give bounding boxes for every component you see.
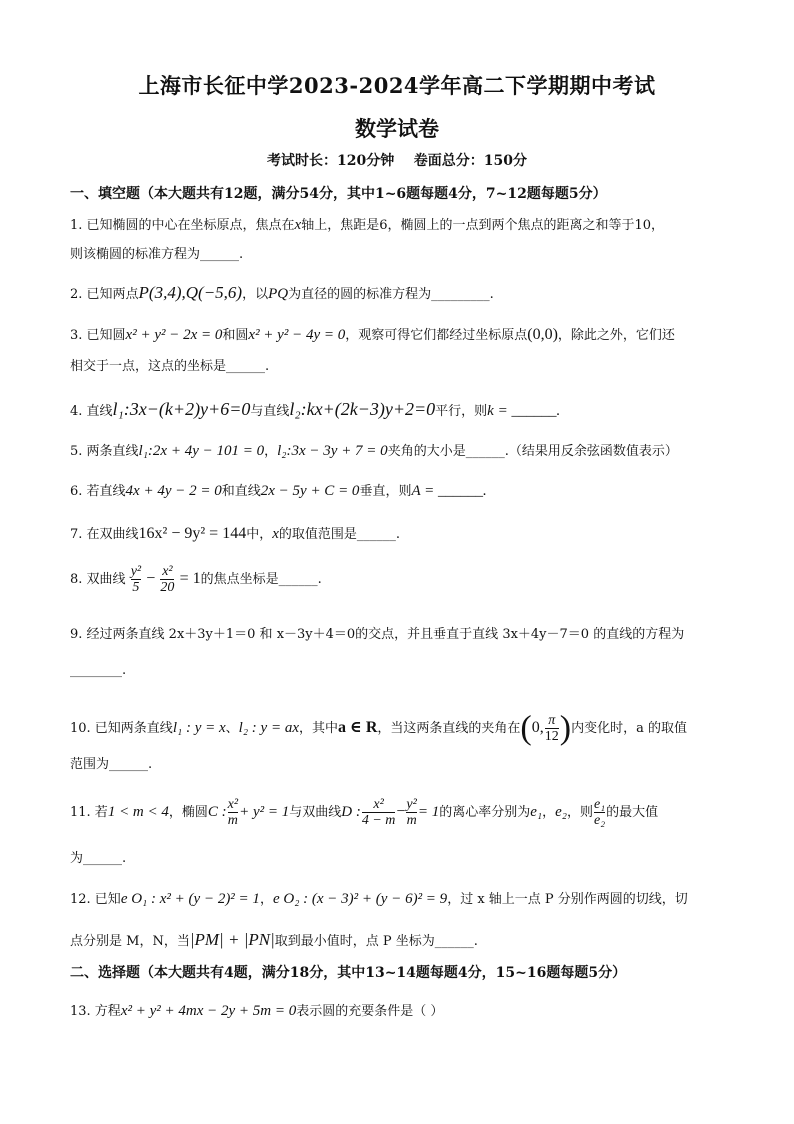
question-5: 5. 两条直线l₁:2x + 4y − 101 = 0，l₂:3x − 3y + 7 = 0夹角的大小是______.（结果用反余弦函数值表示） xyxy=(70,443,678,459)
question-9-line-2: ________. xyxy=(70,663,127,678)
question-13: 13. 方程x² + y² + 4mx − 2y + 5m = 0表示圆的充要条件是（ ） xyxy=(70,1003,444,1019)
q10-pi-fraction: $\frac{\pi}{12}$ xyxy=(544,713,559,744)
exam-info: 考试时长：120分钟 卷面总分：150分 xyxy=(267,153,527,169)
q11-d-fraction-2: $\frac{\text{y²}}{m}$ xyxy=(406,797,417,828)
question-10-line-2: 范围为______. xyxy=(70,757,153,772)
question-8: 8. 双曲线 $\frac{\text{y²}}{5}$ − $\frac{\text{x²}}{20}$ = 1的焦点坐标是______. xyxy=(70,564,322,595)
q8-fraction-2: $\frac{\text{x²}}{20}$ xyxy=(160,564,175,595)
question-7: 7. 在双曲线16x² − 9y² = 144中，x的取值范围是______. xyxy=(70,525,401,542)
exam-title: 上海市长征中学2023-2024学年高二下学期期中考试 xyxy=(138,73,656,98)
q8-fraction-1: $\frac{\text{y²}}{5}$ xyxy=(130,564,142,595)
question-1-line-2: 则该椭圆的标准方程为______. xyxy=(70,247,244,262)
question-12-line-1: 12. 已知e O₁ : x² + (y − 2)² = 1，e O₂ : (x − 3)² + (y − 6)² = 9，过 x 轴上一点 P 分别作两圆的切线，切 xyxy=(70,891,688,907)
question-11-line-2: 为______. xyxy=(70,851,127,866)
section-choice-heading: 二、选择题（本大题共有4题，满分18分，其中13~14题每题4分，15~16题每题5分） xyxy=(70,965,627,981)
question-12-line-2: 点分别是 M，N，当|PM| + |PN|取到最小值时，点 P 坐标为______. xyxy=(70,930,478,949)
question-2: 2. 已知两点P(3,4),Q(−5,6)，以PQ为直径的圆的标准方程为_________. xyxy=(70,283,494,302)
exam-subtitle: 数学试卷 xyxy=(355,116,439,141)
question-9-line-1: 9. 经过两条直线 2x＋3y＋1＝0 和 x－3y＋4＝0的交点，并且垂直于直线 3x＋4y－7＝0 的直线的方程为 xyxy=(70,627,685,642)
q11-e-fraction: $\frac{\text{e₁}}{\text{e₂}}$ xyxy=(594,797,606,828)
question-6: 6. 若直线4x + 4y − 2 = 0和直线2x − 5y + C = 0垂直，则A = ______. xyxy=(70,483,487,499)
question-11-line-1: 11. 若1 < m < 4，椭圆C : $\frac{\text{x²}}{m}$ + y² = 1与双曲线D : $\frac{\text{x²}}{4 - m}$ − $\frac{\text{y²}}{m}$ = 1的离心率分别为e₁，e₂，则 $\frac{\text{e₁}}{\text{e₂}}$ 的最大值 xyxy=(70,797,659,828)
question-10-line-1: 10. 已知两条直线l₁ : y = x、l₂ : y = ax，其中a ∈ R，当这两条直线的夹角在(0, $\frac{\pi}{12}$ )内变化时，a 的取值 xyxy=(70,709,687,747)
question-3-line-1: 3. 已知圆x² + y² − 2x = 0和圆x² + y² − 4y = 0，观察可得它们都经过坐标原点(0,0)，除此之外，它们还 xyxy=(70,326,675,343)
question-4: 4. 直线l₁:3x−(k+2)y+6=0与直线l₂:kx+(2k−3)y+2=0平行，则k = ______. xyxy=(70,399,561,419)
q11-d-fraction-1: $\frac{\text{x²}}{4 - m}$ xyxy=(361,797,396,828)
q11-c-fraction: $\frac{\text{x²}}{m}$ xyxy=(227,797,239,828)
question-1-line-1: 1. 已知椭圆的中心在坐标原点，焦点在x轴上，焦距是6，椭圆上的一点到两个焦点的距离之和等于10， xyxy=(70,217,665,233)
question-3-line-2: 相交于一点，这点的坐标是______. xyxy=(70,359,270,374)
section-fill-blank-heading: 一、填空题（本大题共有12题，满分54分，其中1~6题每题4分，7~12题每题5分） xyxy=(70,186,607,202)
